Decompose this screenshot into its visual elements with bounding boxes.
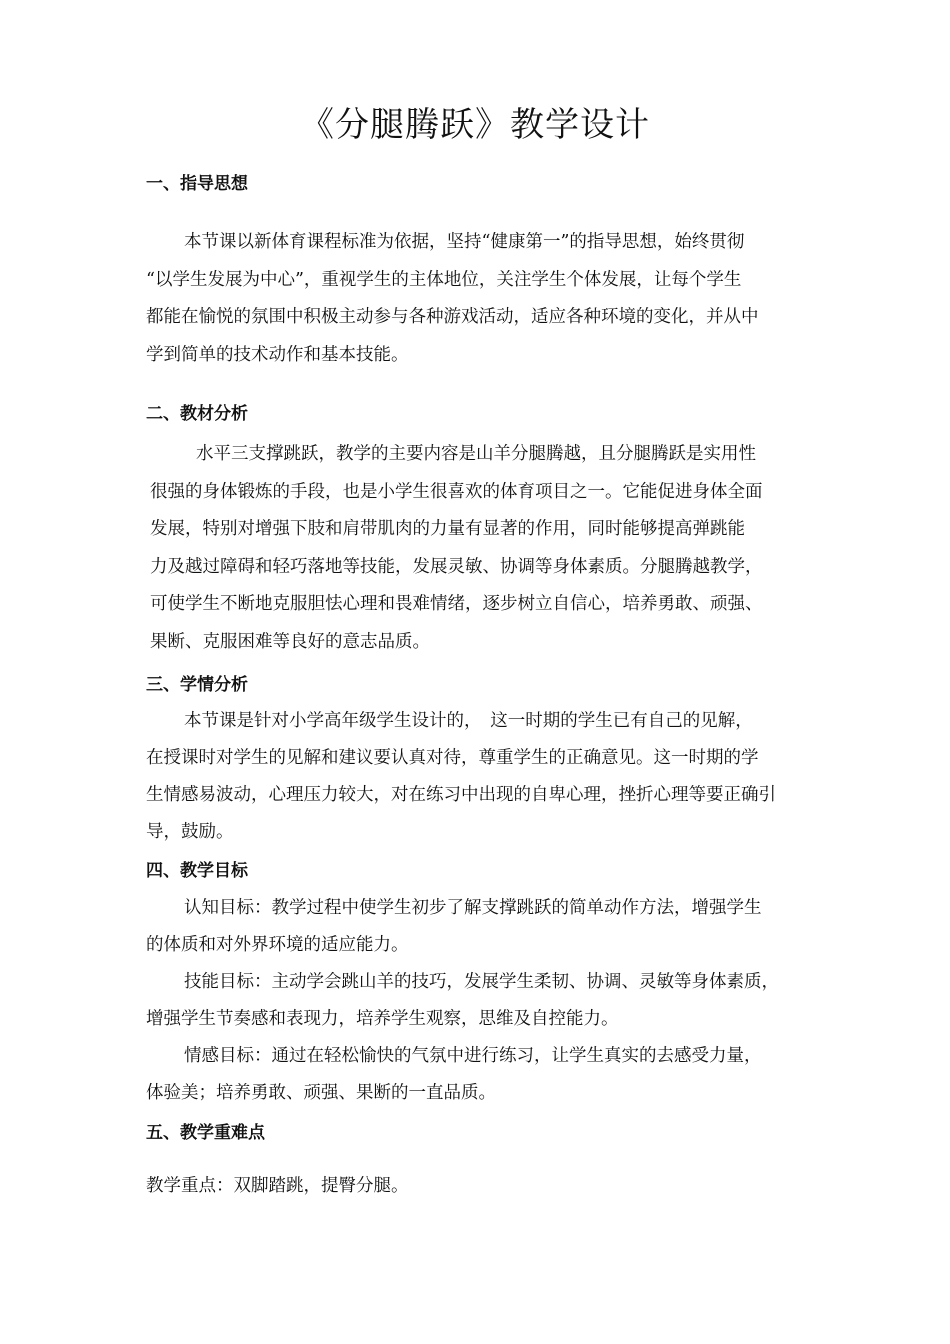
section-body-teaching-goals — [146, 890, 779, 1112]
paragraph-line: “以学生发展为中心”，重视学生的主体地位，关注学生个体发展，让每个学生 — [146, 269, 742, 290]
section-heading-student-analysis: 三、学情分析 — [146, 675, 248, 695]
document-title: 《分腿腾跃》教学设计 — [300, 105, 650, 145]
paragraph-line: 发展，特别对增强下肢和肩带肌肉的力量有显著的作用，同时能够提高弹跳能 — [150, 519, 745, 539]
paragraph-line: 水平三支撑跳跃，教学的主要内容是山羊分腿腾越，且分腿腾跃是实用性 — [196, 444, 756, 464]
paragraph-line: 导，鼓励。 — [146, 822, 234, 842]
paragraph-line: 生情感易波动，心理压力较大，对在练习中出现的自卑心理，挫折心理等要正确引 — [146, 785, 776, 805]
paragraph-line: 在授课时对学生的见解和建议要认真对待，尊重学生的正确意见。这一时期的学 — [146, 748, 759, 768]
section-heading-teaching-goals: 四、教学目标 — [146, 861, 248, 881]
paragraph-line: 学到简单的技术动作和基本技能。 — [146, 344, 409, 365]
paragraph-line: 果断、克服困难等良好的意志品质。 — [150, 631, 430, 652]
paragraph-line: 可使学生不断地克服胆怯心理和畏难情绪，逐步树立自信心，培养勇敢、顽强、 — [150, 594, 763, 614]
paragraph-line: 都能在愉悦的氛围中积极主动参与各种游戏活动，适应各种环境的变化，并从中 — [146, 307, 759, 327]
paragraph-line: 很强的身体锻炼的手段，也是小学生很喜欢的体育项目之一。它能促进身体全面 — [150, 481, 763, 502]
section-heading-material-analysis: 二、教材分析 — [146, 404, 248, 424]
paragraph-line: 本节课以新体育课程标准为依据，坚持“健康第一”的指导思想，始终贯彻 — [184, 232, 745, 252]
section-body-key-difficulties — [146, 1168, 409, 1206]
paragraph-line: 的体质和对外界环境的适应能力。 — [146, 935, 409, 955]
paragraph-line: 增强学生节奏感和表现力，培养学生观察，思维及自控能力。 — [146, 1009, 619, 1029]
section-body-guiding-idea — [146, 224, 759, 374]
paragraph-line: 力及越过障碍和轻巧落地等技能，发展灵敏、协调等身体素质。分腿腾越教学， — [150, 556, 763, 577]
paragraph-line: 本节课是针对小学高年级学生设计的， 这一时期的学生已有自己的见解， — [184, 711, 753, 731]
paragraph-line: 认知目标：教学过程中使学生初步了解支撑跳跃的简单动作方法，增强学生 — [184, 898, 762, 918]
section-body-material-analysis — [150, 436, 763, 661]
paragraph-line: 情感目标：通过在轻松愉快的气氛中进行练习，让学生真实的去感受力量， — [184, 1046, 762, 1066]
section-heading-guiding-idea: 一、指导思想 — [146, 174, 248, 194]
section-heading-key-difficulties: 五、教学重难点 — [146, 1123, 265, 1143]
paragraph-line: 体验美；培养勇敢、顽强、果断的一直品质。 — [146, 1083, 496, 1103]
section-body-student-analysis — [146, 703, 776, 851]
paragraph-line: 教学重点：双脚踏跳，提臀分腿。 — [146, 1176, 409, 1196]
paragraph-line: 技能目标：主动学会跳山羊的技巧，发展学生柔韧、协调、灵敏等身体素质， — [184, 972, 779, 992]
